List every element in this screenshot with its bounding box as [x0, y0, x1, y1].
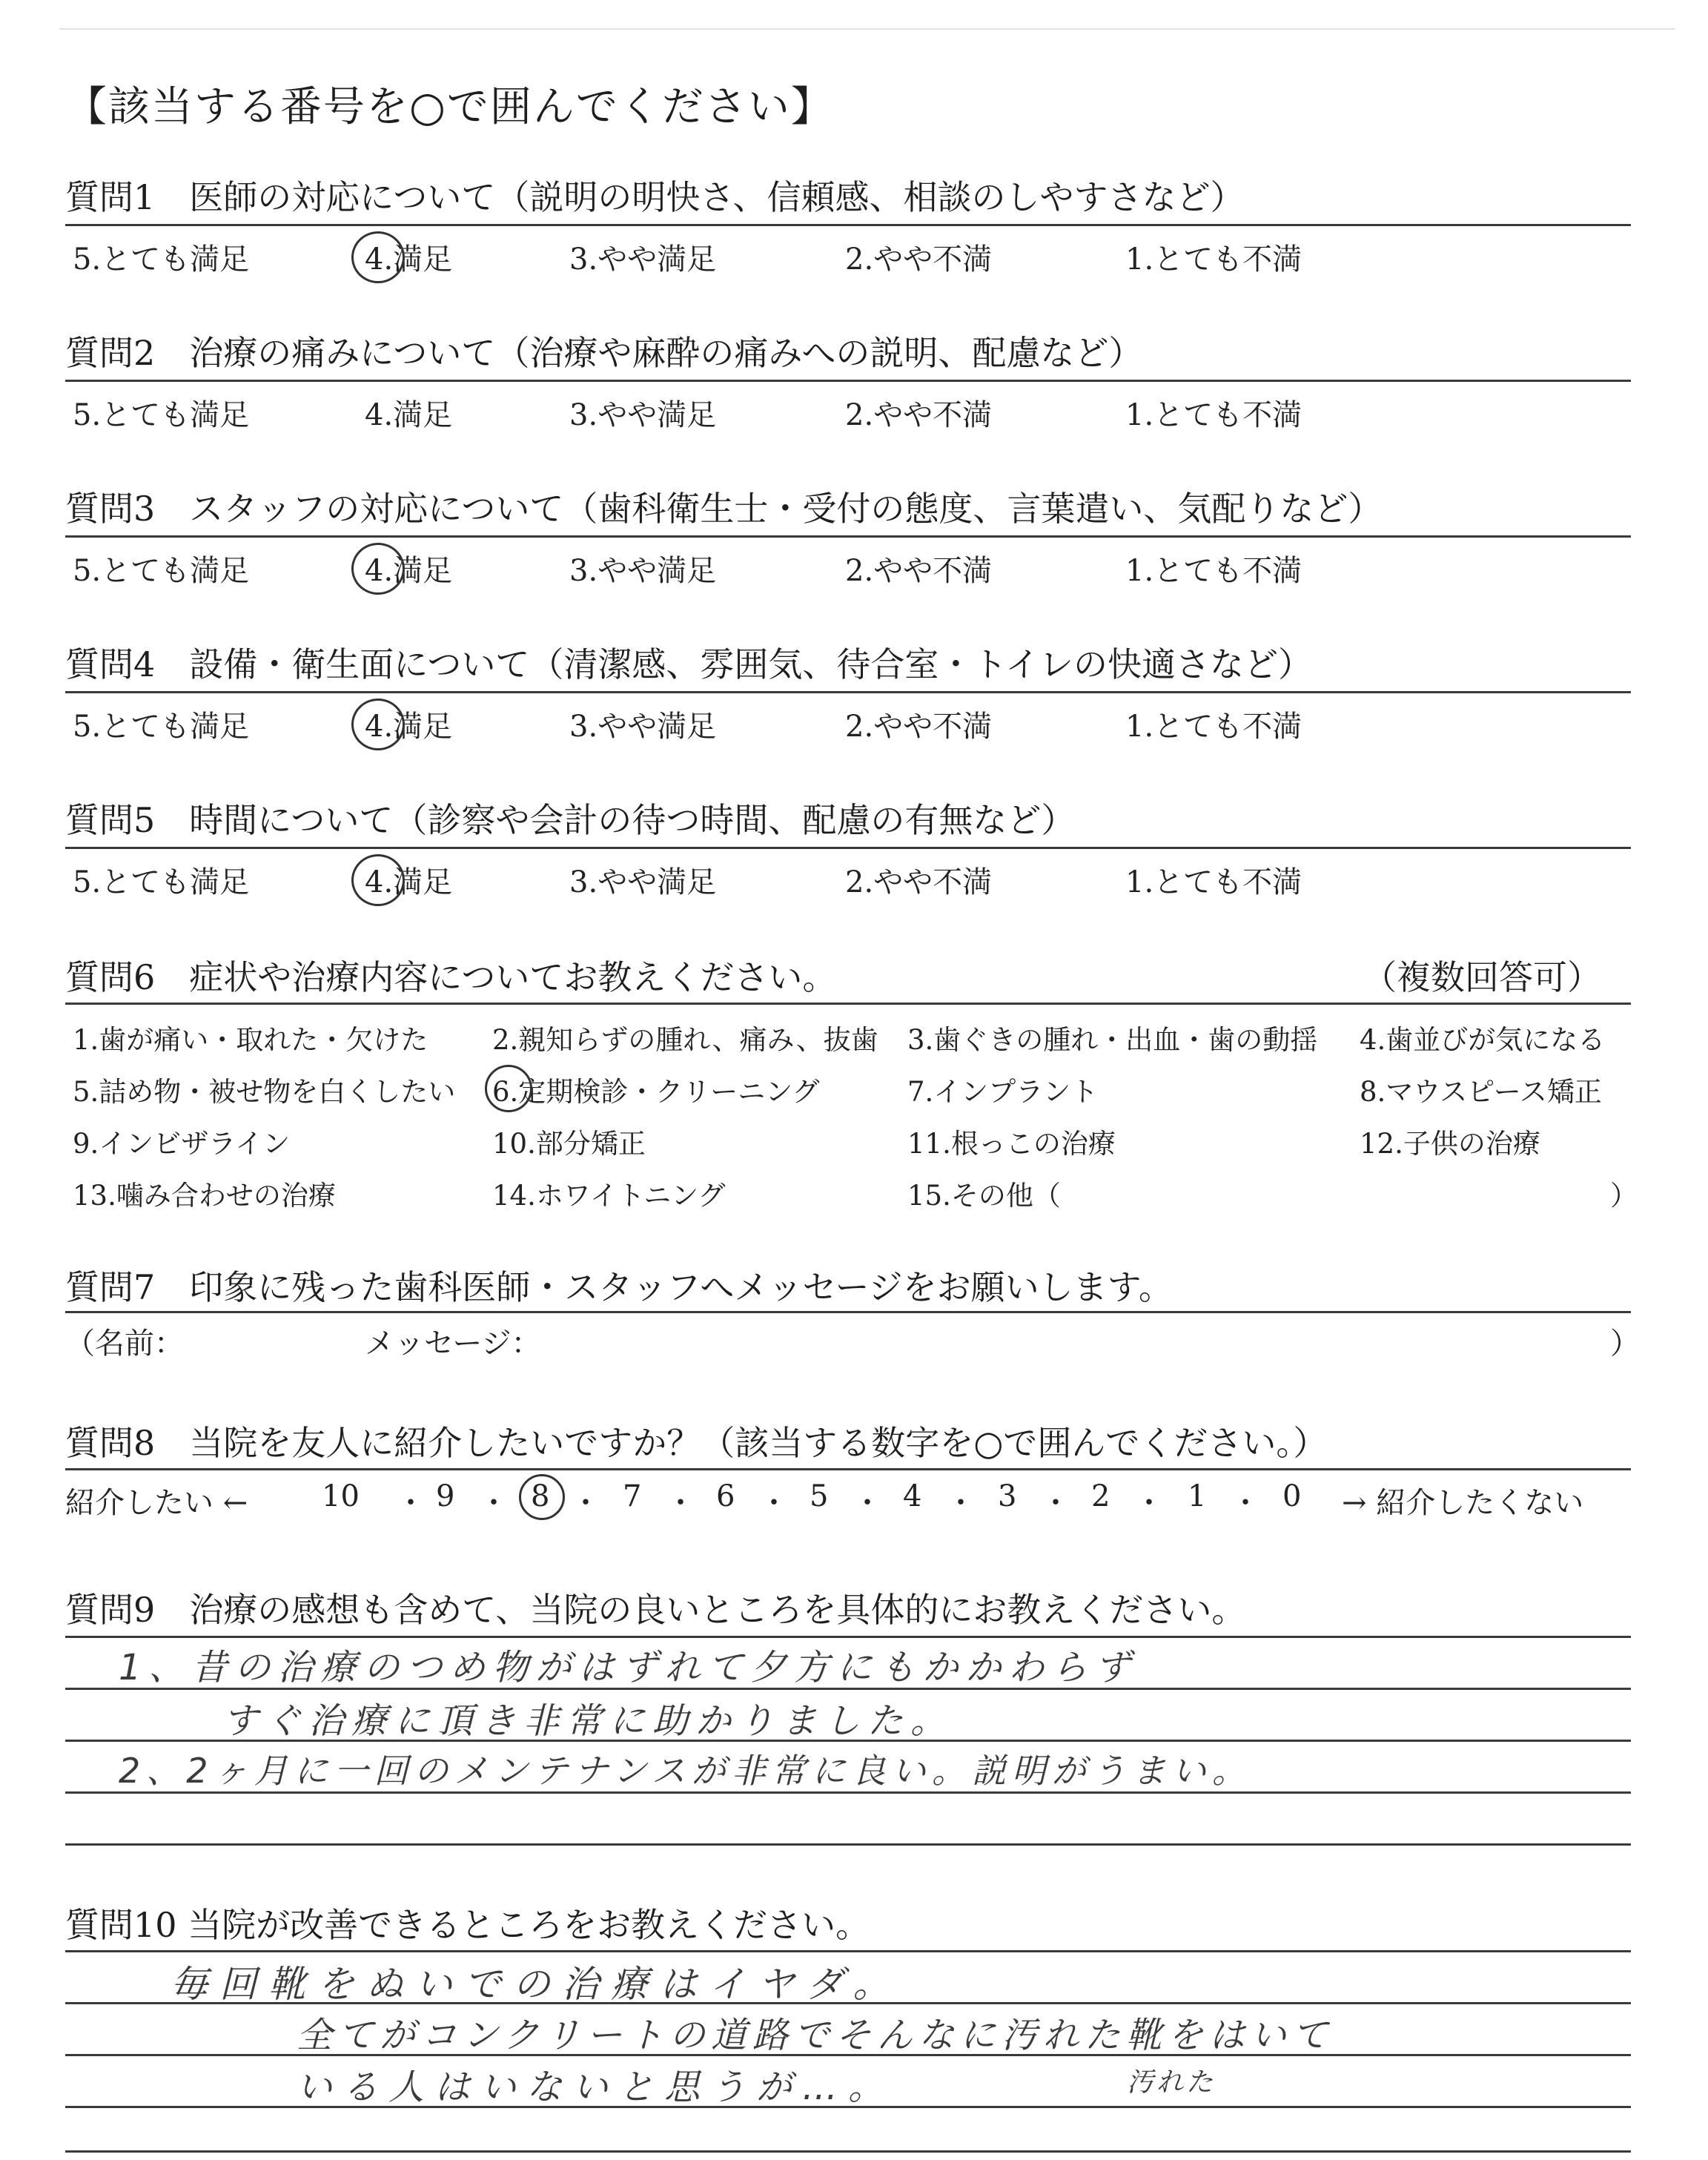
q4-option-2[interactable]: 2.やや不満: [845, 710, 993, 744]
q3-option-5[interactable]: 5.とても満足: [73, 554, 250, 588]
q6-item-2[interactable]: 2.親知らずの腫れ、痛み、抜歯: [492, 1024, 878, 1056]
q10-title: 質問10 当院が改善できるところをお教えください。: [65, 1905, 870, 1945]
q6-rule: [65, 1003, 1631, 1005]
q5-option-4[interactable]: 4.満足: [365, 865, 453, 899]
q8-separator: ・: [571, 1486, 600, 1520]
q4-rule: [65, 691, 1631, 693]
form-heading: 【該当する番号を○で囲んでください】: [65, 83, 834, 131]
q8-scale-8[interactable]: 8: [531, 1479, 550, 1513]
q9-answer-line-2: すぐ治療に頂き非常に助かりました。: [222, 1700, 954, 1742]
q9-answer-line-1: 1、昔の治療のつめ物がはずれて夕方にもかかわらず: [119, 1647, 1138, 1688]
q8-scale-2[interactable]: 2: [1091, 1479, 1110, 1513]
q10-answer-line-2: 全てがコンクリートの道路でそんなに汚れた靴をはいて: [297, 2015, 1334, 2056]
q9-answer-line-3: 2、2ヶ月に一回のメンテナンスが非常に良い。説明がうまい。: [119, 1751, 1252, 1791]
q6-other-close: ）: [1610, 1180, 1638, 1212]
q6-item-13[interactable]: 13.噛み合わせの治療: [73, 1180, 336, 1212]
q3-option-3[interactable]: 3.やや満足: [569, 554, 717, 588]
q4-option-5[interactable]: 5.とても満足: [73, 710, 250, 744]
q2-option-2[interactable]: 2.やや不満: [845, 398, 993, 432]
q8-scale-4[interactable]: 4: [903, 1479, 922, 1513]
q8-right-label: → 紹介したくない: [1342, 1486, 1584, 1520]
q5-rule: [65, 847, 1631, 849]
q7-name-label: （名前：: [65, 1327, 184, 1361]
q2-option-4[interactable]: 4.満足: [365, 398, 453, 432]
q8-scale-3[interactable]: 3: [998, 1479, 1017, 1513]
q1-option-2[interactable]: 2.やや不満: [845, 242, 993, 277]
q6-note: （複数回答可）: [1363, 957, 1601, 997]
q6-item-12[interactable]: 12.子供の治療: [1360, 1128, 1540, 1160]
q10-answer-line-1: 毎回靴をぬいでの治療はイヤダ。: [171, 1963, 902, 2006]
q6-item-7[interactable]: 7.インプラント: [907, 1076, 1099, 1108]
q8-scale-6[interactable]: 6: [716, 1479, 735, 1513]
q1-option-4[interactable]: 4.満足: [365, 242, 453, 277]
q7-title: 質問7 印象に残った歯科医師・スタッフへメッセージをお願いします。: [65, 1267, 1173, 1307]
q1-rule: [65, 224, 1631, 226]
q3-option-2[interactable]: 2.やや不満: [845, 554, 993, 588]
q9-rule-5: [65, 1843, 1631, 1846]
q1-option-5[interactable]: 5.とても満足: [73, 242, 250, 277]
q6-item-4[interactable]: 4.歯並びが気になる: [1360, 1024, 1606, 1056]
q6-item-3[interactable]: 3.歯ぐきの腫れ・出血・歯の動揺: [907, 1024, 1318, 1056]
q8-scale-9[interactable]: 9: [436, 1479, 455, 1513]
q6-item-14[interactable]: 14.ホワイトニング: [492, 1180, 726, 1212]
q7-rule: [65, 1311, 1631, 1313]
top-border: [59, 28, 1675, 30]
q8-title: 質問8 当院を友人に紹介したいですか？（該当する数字を○で囲んでください。）: [65, 1423, 1328, 1463]
q8-selection-circle: [519, 1474, 565, 1520]
q6-item-15[interactable]: 15.その他（: [907, 1180, 1061, 1212]
q8-scale-0[interactable]: 0: [1282, 1479, 1302, 1513]
q4-selection-circle: [351, 698, 405, 750]
q8-separator: ・: [479, 1486, 509, 1520]
q6-item-10[interactable]: 10.部分矯正: [492, 1128, 646, 1160]
q10-correction: 汚れた: [1127, 2067, 1217, 2098]
q8-separator: ・: [946, 1486, 976, 1520]
q1-option-3[interactable]: 3.やや満足: [569, 242, 717, 277]
q10-answer-line-3: いる人はいないと思うが…。: [297, 2067, 895, 2108]
q3-selection-circle: [351, 543, 405, 595]
q6-item-1[interactable]: 1.歯が痛い・取れた・欠けた: [73, 1024, 428, 1056]
q4-option-3[interactable]: 3.やや満足: [569, 710, 717, 744]
q8-separator: ・: [666, 1486, 695, 1520]
q8-separator: ・: [1041, 1486, 1070, 1520]
q1-option-1[interactable]: 1.とても不満: [1125, 242, 1302, 277]
q3-option-4[interactable]: 4.満足: [365, 554, 453, 588]
q9-title: 質問9 治療の感想も含めて、当院の良いところを具体的にお教えください。: [65, 1590, 1246, 1630]
q1-title: 質問1 医師の対応について（説明の明快さ、信頼感、相談のしやすさなど）: [65, 177, 1245, 217]
q8-separator: ・: [853, 1486, 882, 1520]
q2-option-1[interactable]: 1.とても不満: [1125, 398, 1302, 432]
q6-item-9[interactable]: 9.インビザライン: [73, 1128, 291, 1160]
q6-item-6[interactable]: 6.定期検診・クリーニング: [492, 1076, 820, 1108]
q8-separator: ・: [396, 1486, 426, 1520]
q6-item-5[interactable]: 5.詰め物・被せ物を白くしたい: [73, 1076, 456, 1108]
q8-separator: ・: [1231, 1486, 1260, 1520]
q8-left-label: 紹介したい ←: [65, 1486, 248, 1520]
q7-close: ）: [1610, 1327, 1640, 1361]
q5-option-3[interactable]: 3.やや満足: [569, 865, 717, 899]
q5-selection-circle: [351, 854, 405, 906]
q10-rule-5: [65, 2150, 1631, 2153]
q6-selection-circle: [485, 1065, 532, 1112]
q4-option-4[interactable]: 4.満足: [365, 710, 453, 744]
q8-scale-5[interactable]: 5: [810, 1479, 829, 1513]
q3-rule: [65, 535, 1631, 538]
q1-selection-circle: [351, 231, 405, 283]
q2-option-5[interactable]: 5.とても満足: [73, 398, 250, 432]
q8-rule: [65, 1468, 1631, 1470]
q5-option-1[interactable]: 1.とても不満: [1125, 865, 1302, 899]
q8-scale-7[interactable]: 7: [623, 1479, 642, 1513]
q2-option-3[interactable]: 3.やや満足: [569, 398, 717, 432]
q4-option-1[interactable]: 1.とても不満: [1125, 710, 1302, 744]
q9-rule-1: [65, 1636, 1631, 1638]
q8-scale-10[interactable]: 10: [322, 1479, 360, 1513]
q6-item-11[interactable]: 11.根っこの治療: [907, 1128, 1116, 1160]
q5-option-2[interactable]: 2.やや不満: [845, 865, 993, 899]
q2-rule: [65, 380, 1631, 382]
q2-title: 質問2 治療の痛みについて（治療や麻酔の痛みへの説明、配慮など）: [65, 333, 1143, 373]
q8-scale-1[interactable]: 1: [1188, 1479, 1207, 1513]
q3-option-1[interactable]: 1.とても不満: [1125, 554, 1302, 588]
q10-rule-1: [65, 1950, 1631, 1952]
q8-separator: ・: [1134, 1486, 1164, 1520]
q5-title: 質問5 時間について（診察や会計の待つ時間、配慮の有無など）: [65, 800, 1076, 840]
q8-separator: ・: [759, 1486, 789, 1520]
q3-title: 質問3 スタッフの対応について（歯科衛生士・受付の態度、言葉遣い、気配りなど）: [65, 489, 1383, 529]
q6-item-8[interactable]: 8.マウスピース矯正: [1360, 1076, 1602, 1108]
q6-title: 質問6 症状や治療内容についてお教えください。: [65, 957, 837, 997]
q5-option-5[interactable]: 5.とても満足: [73, 865, 250, 899]
q7-message-label: メッセージ：: [365, 1327, 541, 1361]
q4-title: 質問4 設備・衛生面について（清潔感、雰囲気、待合室・トイレの快適さなど）: [65, 644, 1313, 684]
